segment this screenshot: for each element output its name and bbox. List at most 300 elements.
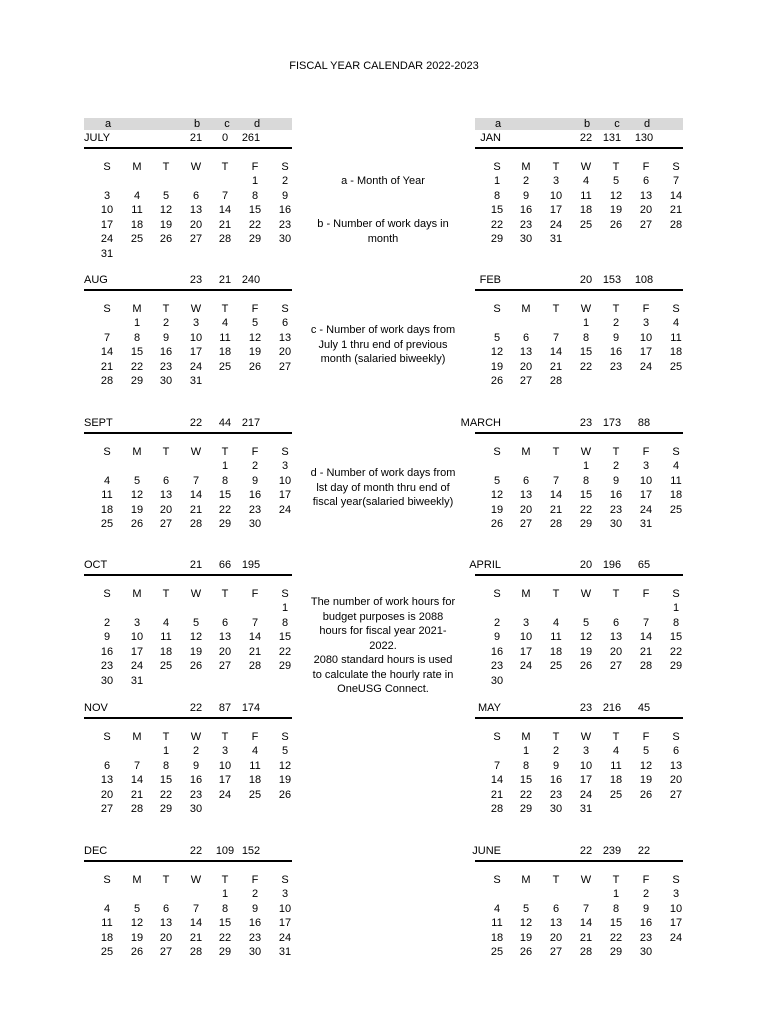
date-cell: 20: [549, 931, 563, 944]
date-cell: 3: [672, 888, 680, 900]
month-b-value: 21: [189, 559, 203, 571]
date-cell: 24: [278, 931, 292, 944]
date-cell: 24: [639, 360, 653, 373]
date-cell: 6: [281, 317, 289, 329]
date-cell: 16: [519, 204, 533, 217]
date-cell: 18: [248, 774, 262, 787]
date-cell: 26: [130, 946, 144, 959]
date-cell: 6: [642, 175, 650, 187]
date-cell: 24: [100, 233, 114, 246]
date-cell: 6: [221, 616, 229, 629]
date-cell: 8: [162, 759, 170, 772]
weekday-header: T: [552, 731, 560, 743]
weekday-header: W: [580, 303, 592, 315]
date-cell: 26: [609, 218, 623, 231]
date-cell: 16: [278, 204, 292, 217]
date-cell: 8: [582, 474, 590, 487]
weekday-header: T: [612, 303, 620, 315]
date-cell: 19: [490, 360, 504, 373]
date-cell: 5: [522, 902, 530, 915]
date-cell: 25: [100, 946, 114, 959]
date-cell: 29: [278, 660, 292, 673]
date-cell: 18: [490, 931, 504, 944]
date-cell: 21: [130, 788, 144, 801]
weekday-header: S: [672, 731, 680, 743]
month-d-value: 45: [637, 702, 651, 714]
date-cell: 22: [579, 503, 593, 516]
date-cell: 14: [248, 631, 262, 644]
weekday-header: F: [642, 874, 650, 886]
weekday-header: S: [672, 161, 680, 173]
month-c-value: 216: [602, 702, 622, 714]
weekday-header: S: [672, 588, 680, 600]
date-cell: 16: [639, 917, 653, 930]
date-cell: 7: [493, 759, 501, 772]
date-cell: 14: [669, 189, 683, 202]
date-cell: 31: [278, 946, 292, 959]
weekday-header: S: [281, 731, 289, 743]
month-b-value: 22: [189, 702, 203, 714]
month-c-value: 44: [218, 417, 232, 429]
date-cell: 2: [251, 888, 259, 900]
date-cell: 13: [519, 489, 533, 502]
month-divider: [84, 289, 292, 291]
date-cell: 27: [159, 946, 173, 959]
date-cell: 6: [612, 616, 620, 629]
weekday-header: F: [251, 874, 259, 886]
date-cell: 15: [159, 774, 173, 787]
date-cell: 22: [248, 218, 262, 231]
date-cell: 27: [159, 518, 173, 531]
date-cell: 27: [549, 946, 563, 959]
date-cell: 26: [159, 233, 173, 246]
date-cell: 9: [251, 902, 259, 915]
date-cell: 22: [278, 645, 292, 658]
date-cell: 17: [278, 917, 292, 930]
weekday-header: T: [221, 303, 229, 315]
date-cell: 24: [519, 660, 533, 673]
date-cell: 30: [609, 518, 623, 531]
month-d-value: 240: [241, 274, 261, 286]
date-cell: 3: [642, 317, 650, 329]
date-cell: 2: [612, 460, 620, 472]
column-header-right: [475, 118, 683, 130]
month-c-value: 66: [218, 559, 232, 571]
month-b-value: 23: [189, 274, 203, 286]
date-cell: 15: [579, 346, 593, 359]
weekday-header: T: [162, 161, 170, 173]
date-cell: 29: [579, 518, 593, 531]
date-cell: 12: [639, 759, 653, 772]
date-cell: 24: [189, 360, 203, 373]
date-cell: 10: [130, 631, 144, 644]
date-cell: 8: [281, 616, 289, 629]
date-cell: 8: [522, 759, 530, 772]
date-cell: 3: [192, 317, 200, 329]
date-cell: 15: [669, 631, 683, 644]
date-cell: 23: [159, 360, 173, 373]
month-d-value: 195: [241, 559, 261, 571]
date-cell: 8: [612, 902, 620, 915]
date-cell: 10: [669, 902, 683, 915]
date-cell: 10: [189, 331, 203, 344]
date-cell: 24: [579, 788, 593, 801]
date-cell: 9: [493, 631, 501, 644]
date-cell: 4: [133, 189, 141, 202]
date-cell: 3: [522, 616, 530, 629]
date-cell: 28: [218, 233, 232, 246]
date-cell: 12: [519, 917, 533, 930]
date-cell: 25: [549, 660, 563, 673]
date-cell: 8: [133, 331, 141, 344]
weekday-header: S: [281, 588, 289, 600]
weekday-header: M: [521, 731, 531, 743]
legend-b: b - Number of work days in month: [317, 218, 449, 245]
month-divider: [475, 717, 683, 719]
date-cell: 25: [669, 503, 683, 516]
month-divider: [84, 717, 292, 719]
date-cell: 21: [579, 931, 593, 944]
date-cell: 14: [100, 346, 114, 359]
date-cell: 1: [133, 317, 141, 329]
date-cell: 1: [582, 317, 590, 329]
date-cell: 31: [189, 375, 203, 388]
month-b-value: 22: [189, 845, 203, 857]
date-cell: 2: [642, 888, 650, 900]
weekday-header: F: [251, 446, 259, 458]
date-cell: 26: [278, 788, 292, 801]
date-cell: 27: [639, 218, 653, 231]
month-b-value: 22: [579, 845, 593, 857]
date-cell: 16: [549, 774, 563, 787]
date-cell: 11: [131, 204, 143, 217]
date-cell: 12: [278, 759, 292, 772]
month-divider: [475, 147, 683, 149]
month-d-value: 261: [241, 132, 261, 144]
date-cell: 12: [189, 631, 203, 644]
month-divider: [475, 574, 683, 576]
date-cell: 23: [248, 931, 262, 944]
date-cell: 6: [192, 189, 200, 202]
weekday-header: T: [552, 874, 560, 886]
date-cell: 10: [549, 189, 563, 202]
date-cell: 12: [579, 631, 593, 644]
month-name: NOV: [84, 702, 108, 714]
month-d-value: 174: [241, 702, 261, 714]
weekday-header: S: [493, 161, 501, 173]
date-cell: 13: [189, 204, 203, 217]
weekday-header: S: [493, 588, 501, 600]
date-cell: 14: [490, 774, 504, 787]
date-cell: 21: [218, 218, 232, 231]
date-cell: 25: [609, 788, 623, 801]
date-cell: 19: [490, 503, 504, 516]
weekday-header: T: [221, 731, 229, 743]
date-cell: 28: [579, 946, 593, 959]
weekday-header: T: [552, 303, 560, 315]
date-cell: 21: [549, 360, 563, 373]
date-cell: 4: [493, 902, 501, 915]
date-cell: 15: [218, 489, 232, 502]
date-cell: 5: [133, 474, 141, 487]
date-cell: 1: [522, 745, 530, 757]
date-cell: 7: [672, 175, 680, 187]
date-cell: 16: [609, 489, 623, 502]
weekday-header: S: [672, 446, 680, 458]
date-cell: 11: [219, 331, 231, 344]
legend-d: d - Number of work days from lst day of month thru end of fiscal year(salaried biweekly): [310, 467, 456, 508]
date-cell: 20: [519, 503, 533, 516]
date-cell: 10: [639, 331, 653, 344]
date-cell: 23: [248, 503, 262, 516]
date-cell: 2: [192, 745, 200, 757]
date-cell: 7: [133, 759, 141, 772]
date-cell: 24: [278, 503, 292, 516]
date-cell: 4: [103, 902, 111, 915]
date-cell: 18: [218, 346, 232, 359]
weekday-header: W: [190, 731, 202, 743]
date-cell: 25: [100, 518, 114, 531]
date-cell: 16: [248, 489, 262, 502]
header-c: c: [614, 118, 620, 130]
weekday-header: F: [251, 588, 259, 600]
date-cell: 29: [218, 946, 232, 959]
date-cell: 3: [642, 460, 650, 472]
date-cell: 22: [159, 788, 173, 801]
date-cell: 29: [490, 233, 504, 246]
date-cell: 30: [490, 675, 504, 687]
date-cell: 23: [549, 788, 563, 801]
date-cell: 6: [103, 759, 111, 772]
date-cell: 25: [490, 946, 504, 959]
date-cell: 25: [159, 660, 173, 673]
month-c-value: 239: [602, 845, 622, 857]
date-cell: 11: [160, 631, 172, 644]
date-cell: 4: [251, 745, 259, 757]
header-d: d: [643, 118, 651, 130]
date-cell: 28: [549, 375, 563, 388]
date-cell: 10: [519, 631, 533, 644]
header-d: d: [253, 118, 261, 130]
date-cell: 14: [639, 631, 653, 644]
weekday-header: W: [190, 446, 202, 458]
date-cell: 27: [189, 233, 203, 246]
date-cell: 26: [490, 518, 504, 531]
month-divider: [84, 147, 292, 149]
date-cell: 5: [493, 474, 501, 487]
date-cell: 18: [100, 503, 114, 516]
date-cell: 30: [549, 803, 563, 816]
date-cell: 4: [162, 616, 170, 629]
date-cell: 3: [103, 189, 111, 202]
weekday-header: W: [580, 874, 592, 886]
weekday-header: T: [162, 303, 170, 315]
month-divider: [475, 289, 683, 291]
date-cell: 20: [189, 218, 203, 231]
date-cell: 18: [159, 645, 173, 658]
date-cell: 12: [159, 204, 173, 217]
date-cell: 26: [248, 360, 262, 373]
date-cell: 5: [133, 902, 141, 915]
date-cell: 18: [579, 204, 593, 217]
weekday-header: W: [580, 161, 592, 173]
date-cell: 17: [639, 489, 653, 502]
weekday-header: M: [132, 303, 142, 315]
date-cell: 16: [248, 917, 262, 930]
date-cell: 29: [669, 660, 683, 673]
date-cell: 18: [669, 489, 683, 502]
date-cell: 30: [248, 946, 262, 959]
header-c: c: [224, 118, 230, 130]
date-cell: 9: [162, 331, 170, 344]
date-cell: 6: [522, 331, 530, 344]
date-cell: 12: [130, 489, 144, 502]
date-cell: 19: [278, 774, 292, 787]
month-c-value: 21: [218, 274, 232, 286]
weekday-header: T: [552, 161, 560, 173]
weekday-header: T: [221, 588, 229, 600]
date-cell: 14: [549, 489, 563, 502]
date-cell: 4: [582, 175, 590, 187]
date-cell: 6: [672, 745, 680, 757]
date-cell: 23: [189, 788, 203, 801]
month-divider: [475, 432, 683, 434]
date-cell: 31: [100, 248, 114, 260]
date-cell: 13: [218, 631, 232, 644]
date-cell: 5: [192, 616, 200, 629]
date-cell: 30: [278, 233, 292, 246]
date-cell: 22: [519, 788, 533, 801]
date-cell: 24: [218, 788, 232, 801]
weekday-header: T: [162, 588, 170, 600]
weekday-header: T: [221, 161, 229, 173]
date-cell: 3: [582, 745, 590, 757]
date-cell: 19: [248, 346, 262, 359]
weekday-header: W: [190, 303, 202, 315]
date-cell: 20: [159, 503, 173, 516]
date-cell: 4: [672, 317, 680, 329]
date-cell: 21: [248, 645, 262, 658]
weekday-header: S: [103, 446, 111, 458]
weekday-header: M: [521, 588, 531, 600]
date-cell: 26: [189, 660, 203, 673]
date-cell: 15: [218, 917, 232, 930]
date-cell: 20: [609, 645, 623, 658]
date-cell: 5: [612, 175, 620, 187]
weekday-header: T: [221, 446, 229, 458]
date-cell: 28: [669, 218, 683, 231]
month-name: JUNE: [472, 845, 501, 857]
date-cell: 8: [493, 189, 501, 202]
date-cell: 7: [552, 474, 560, 487]
month-b-value: 22: [189, 417, 203, 429]
date-cell: 3: [281, 460, 289, 472]
header-a: a: [494, 118, 502, 130]
weekday-header: T: [612, 588, 620, 600]
weekday-header: S: [103, 731, 111, 743]
date-cell: 23: [609, 503, 623, 516]
date-cell: 2: [103, 616, 111, 629]
date-cell: 5: [493, 331, 501, 344]
date-cell: 10: [639, 474, 653, 487]
date-cell: 10: [278, 474, 292, 487]
date-cell: 29: [130, 375, 144, 388]
month-d-value: 88: [637, 417, 651, 429]
date-cell: 5: [642, 745, 650, 757]
date-cell: 12: [609, 189, 623, 202]
date-cell: 19: [639, 774, 653, 787]
date-cell: 17: [549, 204, 563, 217]
date-cell: 12: [490, 489, 504, 502]
weekday-header: S: [672, 874, 680, 886]
date-cell: 9: [251, 474, 259, 487]
date-cell: 18: [669, 346, 683, 359]
date-cell: 15: [278, 631, 292, 644]
date-cell: 16: [159, 346, 173, 359]
date-cell: 8: [221, 474, 229, 487]
date-cell: 6: [162, 902, 170, 915]
date-cell: 13: [159, 489, 173, 502]
date-cell: 29: [159, 803, 173, 816]
date-cell: 16: [100, 645, 114, 658]
weekday-header: S: [493, 303, 501, 315]
date-cell: 11: [580, 189, 592, 202]
date-cell: 13: [278, 331, 292, 344]
month-divider: [84, 432, 292, 434]
weekday-header: M: [521, 446, 531, 458]
date-cell: 27: [519, 375, 533, 388]
date-cell: 25: [248, 788, 262, 801]
date-cell: 9: [642, 902, 650, 915]
month-c-value: 173: [602, 417, 622, 429]
weekday-header: T: [162, 446, 170, 458]
date-cell: 13: [100, 774, 114, 787]
date-cell: 28: [549, 518, 563, 531]
weekday-header: F: [642, 303, 650, 315]
month-b-value: 20: [579, 274, 593, 286]
month-divider: [84, 860, 292, 862]
date-cell: 1: [162, 745, 170, 757]
weekday-header: M: [132, 161, 142, 173]
date-cell: 27: [519, 518, 533, 531]
date-cell: 31: [130, 675, 144, 687]
date-cell: 13: [159, 917, 173, 930]
month-name: MAY: [477, 702, 501, 714]
date-cell: 5: [582, 616, 590, 629]
date-cell: 14: [579, 917, 593, 930]
weekday-header: S: [103, 303, 111, 315]
weekday-header: F: [251, 731, 259, 743]
date-cell: 26: [579, 660, 593, 673]
weekday-header: F: [642, 161, 650, 173]
date-cell: 28: [248, 660, 262, 673]
date-cell: 9: [522, 189, 530, 202]
date-cell: 17: [189, 346, 203, 359]
weekday-header: S: [493, 731, 501, 743]
date-cell: 10: [100, 204, 114, 217]
date-cell: 1: [493, 175, 501, 187]
date-cell: 14: [130, 774, 144, 787]
month-d-value: 217: [241, 417, 261, 429]
month-c-value: 196: [602, 559, 622, 571]
date-cell: 22: [609, 931, 623, 944]
date-cell: 12: [130, 917, 144, 930]
date-cell: 26: [519, 946, 533, 959]
weekday-header: M: [521, 303, 531, 315]
weekday-header: T: [612, 874, 620, 886]
date-cell: 19: [609, 204, 623, 217]
date-cell: 14: [549, 346, 563, 359]
